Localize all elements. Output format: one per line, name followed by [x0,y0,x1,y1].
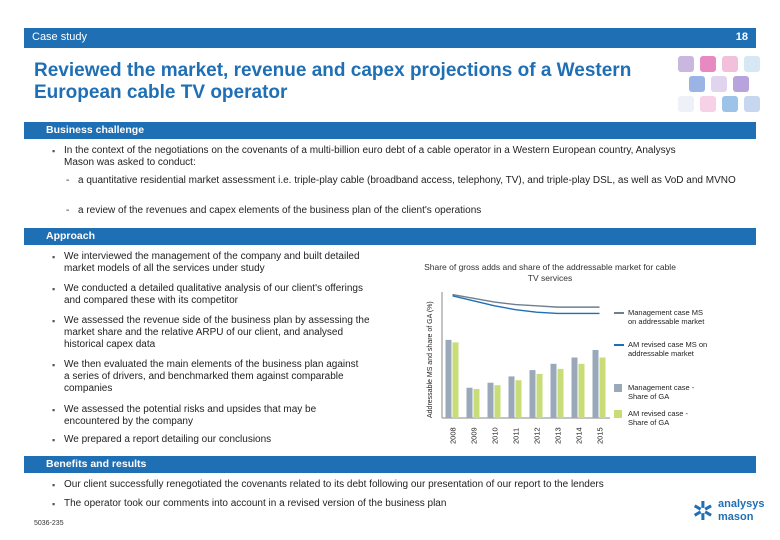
page-title: Reviewed the market, revenue and capex projections of a Western European cable TV operator [34,60,632,103]
chart-bar [537,374,543,418]
x-tick-label: 2012 [532,427,542,444]
chart-bar [551,364,557,418]
approach-heading: Approach [24,228,756,245]
gross-adds-chart [410,270,780,450]
benefits-bullet: ▪ Our client successfully renegotiated the covenants related to its debt following our presentation of our report to the lenders [64,479,704,491]
legend-label: Management case MS on addressable market [628,308,705,326]
approach-bullet: ▪ We assessed the revenue side of the business plan by assessing the market share and the relative ARPU of our client, and analysed historical capex data [64,315,384,351]
chart-bar [488,383,494,418]
approach-bullet: ▪ We assessed the potential risks and upsides that may be encountered by the company [64,404,364,428]
x-tick-label: 2013 [553,427,563,444]
chart-bar [593,350,599,418]
business-challenge-item: - a quantitative residential market assessment i.e. triple-play cable (broadband access, telephony, TV), and triple-play DSL, as well as VoD and MVNO [78,175,738,187]
chart-bar [600,358,606,418]
approach-bullet: ▪ We conducted a detailed qualitative analysis of our client's offerings and compared these with its competitor [64,283,364,307]
x-tick-label: 2014 [574,427,584,444]
chart-bar [446,340,452,418]
chart-bar [558,369,564,418]
chart-bar [467,388,473,418]
chart-bar [453,342,459,418]
chart-bar [516,380,522,418]
x-tick-label: 2009 [469,427,479,444]
brand-word: mason [718,511,754,523]
legend-swatch [614,410,622,418]
business-challenge-item: - a review of the revenues and capex elements of the business plan of the client's operations [78,205,738,217]
x-tick-label: 2015 [595,427,605,444]
business-challenge-intro: ▪ In the context of the negotiations on the covenants of a multi-billion euro debt of a cable operator in a Western European country, Analysys Mason was asked to conduct: [64,145,704,169]
y-axis-label: Addressable MS and share of GA (%) [427,301,434,418]
legend-line-marker [614,344,624,346]
brand-word: analysys [718,498,765,510]
chart-bar [509,376,515,418]
chart-bar [474,389,480,418]
legend-label: AM revised case - Share of GA [628,409,689,427]
chart-bar [572,358,578,418]
legend-label: AM revised case MS on addressable market [628,340,708,358]
x-tick-label: 2011 [511,427,521,444]
brand-logo [692,494,765,530]
benefits-bullet: ▪ The operator took our comments into account in a revised version of the business plan [64,498,704,510]
page-number: 18 [735,31,748,43]
section-label: Case study [32,31,88,43]
brand-pattern-icon [678,56,760,112]
chart-title: Share of gross adds and share of the addressable market for cable TV services [424,262,676,283]
legend-swatch [614,384,622,392]
approach-bullet: ▪ We then evaluated the main elements of the business plan against a series of drivers, and benchmarked them against comparable companies [64,359,364,395]
x-tick-label: 2010 [490,427,500,444]
chart-bar [579,364,585,418]
business-challenge-heading: Business challenge [24,122,756,139]
header-bar [24,28,756,48]
approach-bullet: ▪ We prepared a report detailing our conclusions [64,434,364,446]
legend-label: Management case - Share of GA [628,383,695,401]
chart-bar [495,385,501,418]
brand-swirl-icon: ✲ [692,496,714,526]
document-id: 5036-235 [34,520,64,527]
legend-line-marker [614,312,624,314]
approach-bullet: ▪ We interviewed the management of the company and built detailed market models of all the services under study [64,251,364,275]
chart-bar [530,370,536,418]
benefits-heading: Benefits and results [24,456,756,473]
x-tick-label: 2008 [448,427,458,444]
